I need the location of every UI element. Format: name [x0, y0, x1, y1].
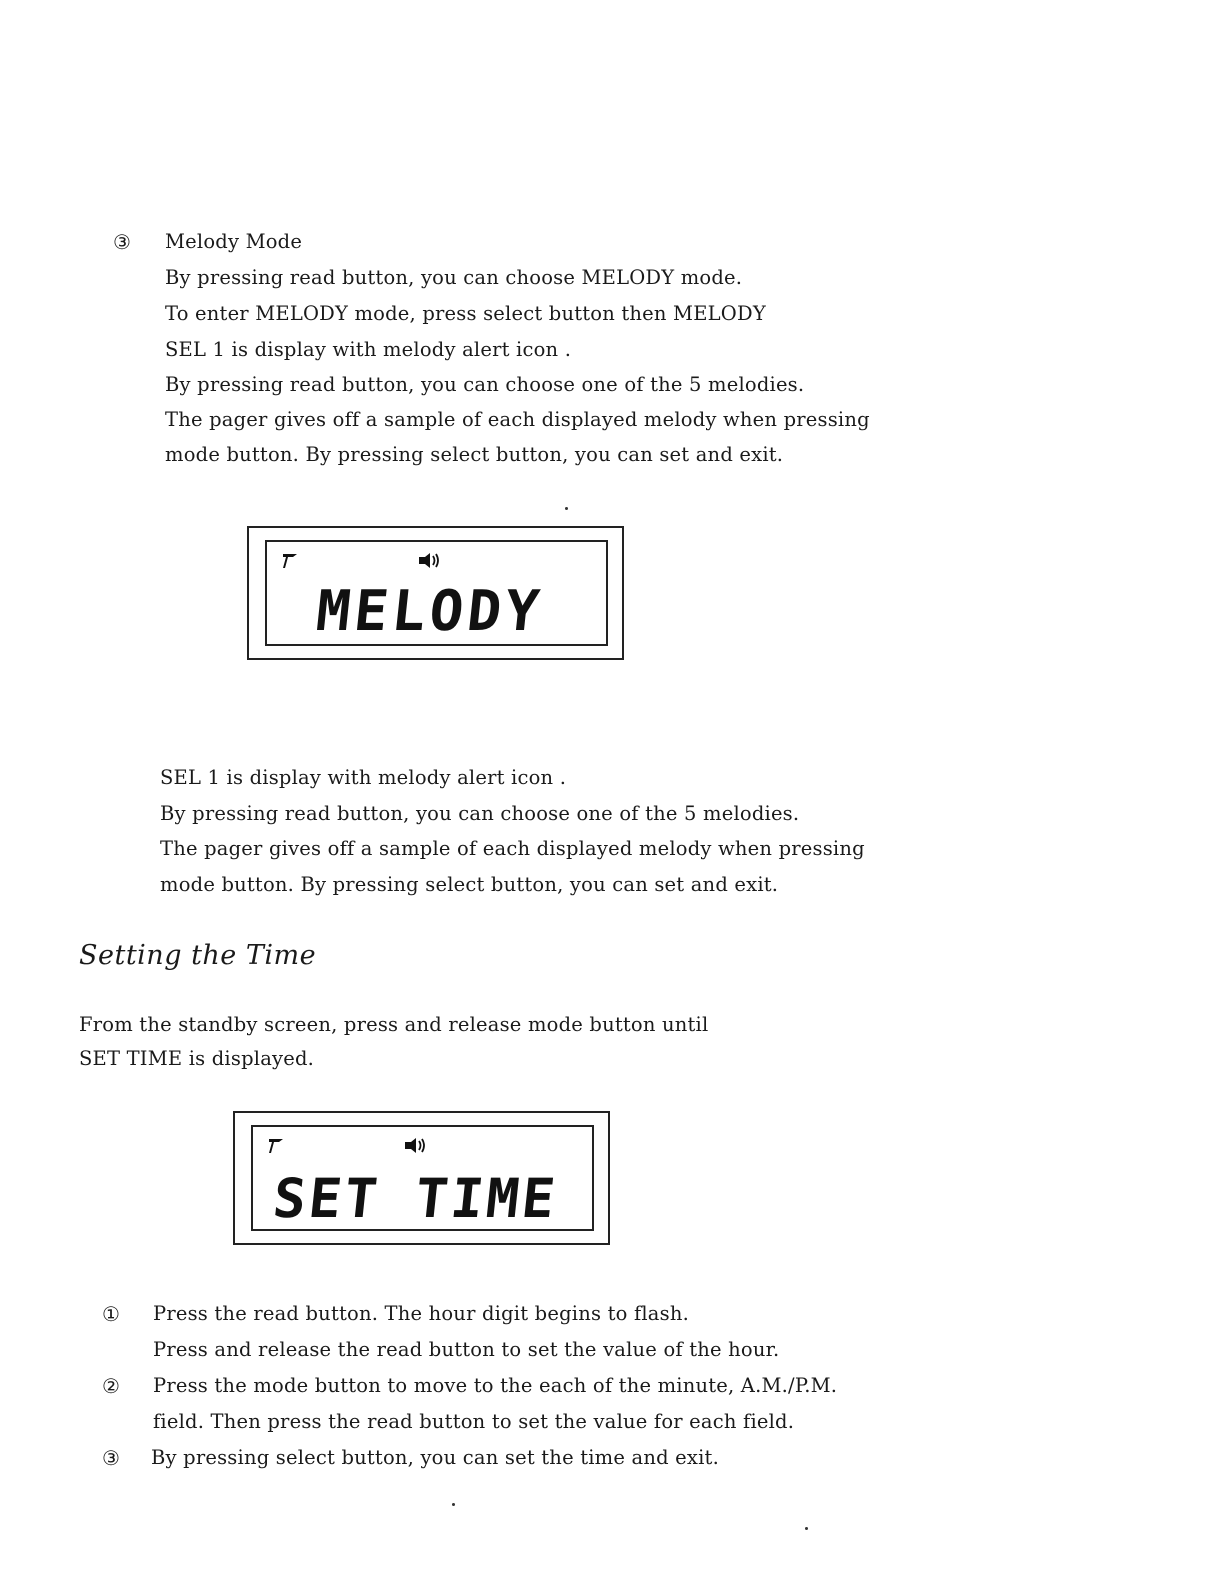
lcd-screen [251, 1125, 594, 1231]
item-marker-3: ③ [113, 230, 131, 254]
scan-speck [565, 507, 568, 510]
signal-antenna-icon [269, 1139, 283, 1153]
melody-line-2: To enter MELODY mode, press select button then MELODY [165, 302, 766, 325]
melody-repeat-line-4: mode button. By pressing select button, you can set and exit. [160, 873, 779, 896]
intro-line-2: SET TIME is displayed. [79, 1047, 315, 1070]
lcd-display-melody [247, 526, 624, 660]
lcd-graphics [267, 542, 612, 648]
melody-line-5: The pager gives off a sample of each displayed melody when pressing [165, 408, 870, 431]
lcd-text: SET TIME [270, 1167, 561, 1230]
lcd-display-set-time [233, 1111, 610, 1245]
lcd-graphics [253, 1127, 598, 1233]
step-1-line-2: Press and release the read button to set the value of the hour. [153, 1338, 780, 1361]
speaker-alert-icon [405, 1138, 424, 1153]
section-heading: Setting the Time [79, 940, 317, 971]
scan-speck [805, 1527, 808, 1530]
scan-speck [452, 1503, 455, 1506]
step-1-line-1: Press the read button. The hour digit begins to flash. [153, 1302, 689, 1325]
melody-line-3: SEL 1 is display with melody alert icon . [165, 338, 572, 361]
step-marker-1: ① [102, 1302, 120, 1326]
melody-line-1: By pressing read button, you can choose MELODY mode. [165, 266, 743, 289]
intro-line-1: From the standby screen, press and release mode button until [79, 1013, 709, 1036]
speaker-alert-icon [419, 553, 438, 568]
step-marker-3: ③ [102, 1446, 120, 1470]
melody-repeat-line-2: By pressing read button, you can choose one of the 5 melodies. [160, 802, 800, 825]
melody-line-4: By pressing read button, you can choose one of the 5 melodies. [165, 373, 805, 396]
melody-line-6: mode button. By pressing select button, you can set and exit. [165, 443, 784, 466]
lcd-text: MELODY [313, 579, 547, 644]
step-2-line-2: field. Then press the read button to set the value for each field. [153, 1410, 795, 1433]
signal-antenna-icon [283, 554, 297, 568]
lcd-screen [265, 540, 608, 646]
step-marker-2: ② [102, 1374, 120, 1398]
melody-repeat-line-3: The pager gives off a sample of each displayed melody when pressing [160, 837, 865, 860]
melody-mode-title: Melody Mode [165, 230, 303, 253]
step-2-line-1: Press the mode button to move to the each of the minute, A.M./P.M. [153, 1374, 838, 1397]
step-3-line-1: By pressing select button, you can set the time and exit. [151, 1446, 719, 1469]
melody-repeat-line-1: SEL 1 is display with melody alert icon . [160, 766, 567, 789]
